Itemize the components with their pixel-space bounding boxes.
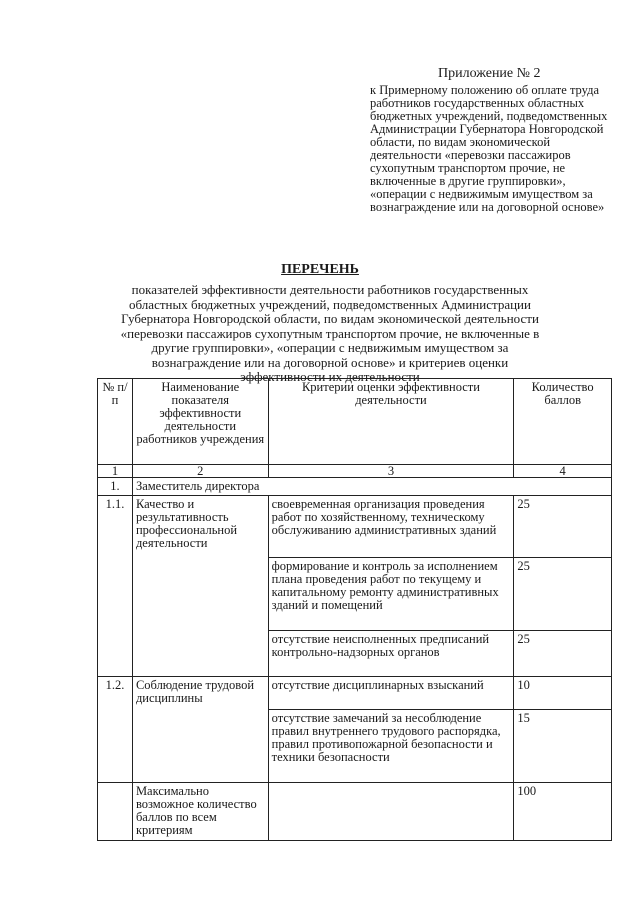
- criterion-text: отсутствие неисполненных предписаний контрольно-надзорных органов: [268, 631, 514, 677]
- column-number: 1: [98, 465, 133, 478]
- criterion-score: 10: [514, 677, 612, 710]
- document-subtitle: показателей эффективности деятельности работников государственных областных бюджетных учреждений, подведомственных Администрации Губернатора Новгородской области, по видам экономической деятельности «перевозки пассажиров сухопутным транспортом прочие, не включенные в другие группировки», «операции с недвижимым имуществом за вознаграждение или на договорной основе» и критериев оценки эффективности их деятельности: [120, 282, 540, 384]
- section-row: [98, 478, 612, 496]
- total-label: Максимально возможное количество баллов по всем критериям: [132, 783, 268, 841]
- header-criteria: Критерии оценки эффективности деятельности: [268, 379, 514, 465]
- indicator-name: Качество и результативность профессиональной деятельности: [132, 496, 268, 677]
- appendix-note: к Примерному положению об оплате труда работников государственных областных бюджетных учреждений, подведомственных Администрации Губернатора Новгородской области, по видам экономической деятельности «перевозки пассажиров сухопутным транспортом прочие, не включенные в другие группировки», «операции с недвижимым имуществом за вознаграждение или на договорной основе»: [370, 83, 608, 214]
- table-row: [98, 496, 612, 558]
- document-title: ПЕРЕЧЕНЬ: [281, 262, 359, 277]
- header-indicator: Наименование показателя эффективности деятельности работников учреждения: [132, 379, 268, 465]
- section-title: Заместитель директора: [132, 478, 611, 496]
- column-number: 4: [514, 465, 612, 478]
- total-num: [98, 783, 133, 841]
- indicator-num: 1.1.: [98, 496, 133, 677]
- column-number-row: [98, 465, 612, 478]
- criterion-text: своевременная организация проведения работ по хозяйственному, техническому обслуживанию административных зданий: [268, 496, 514, 558]
- header-num: № п/п: [98, 379, 133, 465]
- criteria-table: [97, 378, 612, 841]
- total-score: 100: [514, 783, 612, 841]
- table-row: [98, 677, 612, 710]
- indicator-name: Соблюдение трудовой дисциплины: [132, 677, 268, 783]
- criterion-text: отсутствие дисциплинарных взысканий: [268, 677, 514, 710]
- total-row: [98, 783, 612, 841]
- criterion-text: формирование и контроль за исполнением плана проведения работ по текущему и капитальному ремонту административных зданий и помещений: [268, 558, 514, 631]
- column-number: 2: [132, 465, 268, 478]
- total-criterion: [268, 783, 514, 841]
- criterion-score: 15: [514, 710, 612, 783]
- indicator-num: 1.2.: [98, 677, 133, 783]
- section-num: 1.: [98, 478, 133, 496]
- header-score: Количество баллов: [514, 379, 612, 465]
- appendix-title: Приложение № 2: [438, 66, 541, 81]
- criterion-score: 25: [514, 558, 612, 631]
- criterion-score: 25: [514, 631, 612, 677]
- column-number: 3: [268, 465, 514, 478]
- table-header-row: [98, 379, 612, 465]
- criterion-score: 25: [514, 496, 612, 558]
- criterion-text: отсутствие замечаний за несоблюдение правил внутреннего трудового распорядка, правил противопожарной безопасности и техники безопасности: [268, 710, 514, 783]
